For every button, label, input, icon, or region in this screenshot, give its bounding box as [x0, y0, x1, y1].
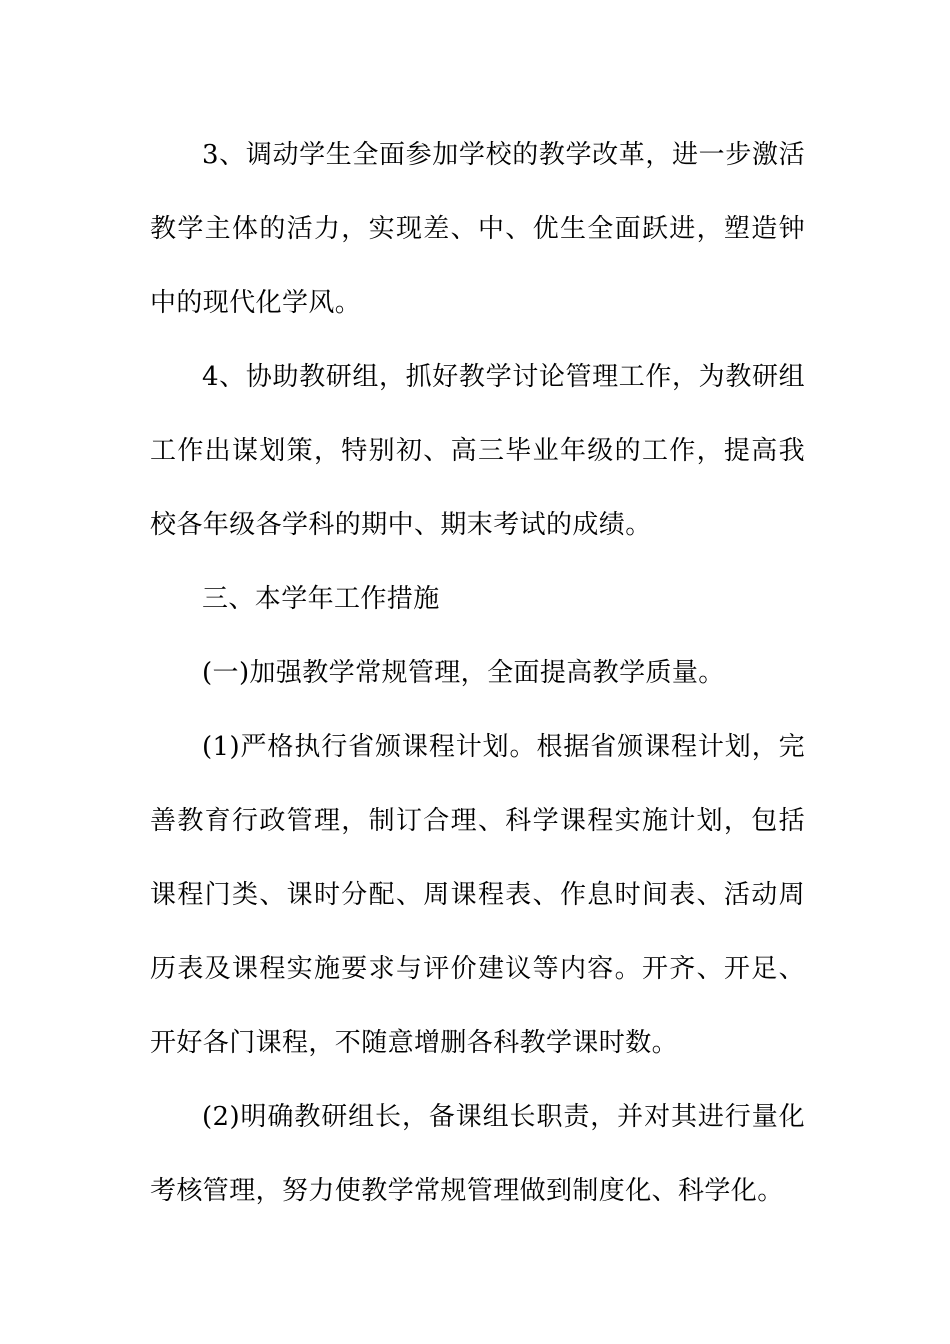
- document-body: [150, 118, 805, 1228]
- paragraph-measure-1: (1)严格执行省颁课程计划。根据省颁课程计划，完善教育行政管理，制订合理、科学课程实施计划，包括课程门类、课时分配、周课程表、作息时间表、活动周历表及课程实施要求与评价建议等内容。开齐、开足、开好各门课程，不随意增删各科教学课时数。: [150, 732, 805, 1058]
- subsection-heading-1: (一)加强教学常规管理，全面提高教学质量。: [202, 658, 725, 688]
- paragraph-goal-3: 3、调动学生全面参加学校的教学改革，进一步激活教学主体的活力，实现差、中、优生全面跃进，塑造钟中的现代化学风。: [150, 140, 805, 318]
- paragraph-measure-2: (2)明确教研组长，备课组长职责，并对其进行量化考核管理，努力使教学常规管理做到制度化、科学化。: [150, 1102, 805, 1206]
- section-heading-measures: 三、本学年工作措施: [202, 584, 440, 614]
- paragraph-goal-4: 4、协助教研组，抓好教学讨论管理工作，为教研组工作出谋划策，特别初、高三毕业年级的工作，提高我校各年级各学科的期中、期末考试的成绩。: [150, 362, 805, 540]
